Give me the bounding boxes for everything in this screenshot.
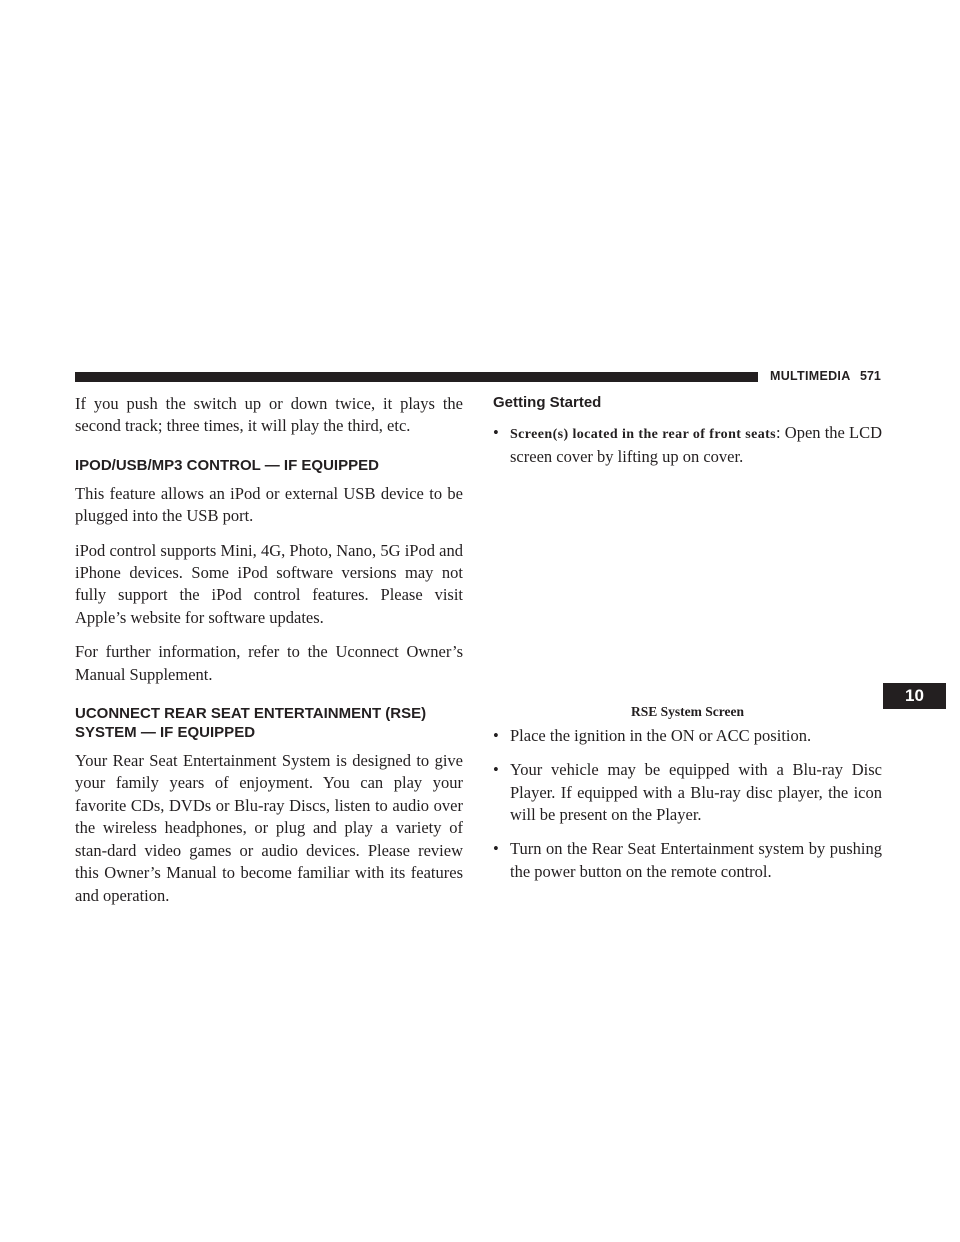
ipod-paragraph-2: iPod control supports Mini, 4G, Photo, Nano, 5G iPod and iPhone devices. Some iPod software versions may not fully support the iPod control features. Please visit Apple’s website for software updates. — [75, 540, 463, 627]
bullet-icon: • — [493, 839, 499, 859]
left-column — [75, 393, 463, 919]
intro-paragraph: If you push the switch up or down twice, it plays the second track; three times, it will play the third, etc. — [75, 394, 463, 436]
rse-heading-line-2: SYSTEM — IF EQUIPPED — [75, 724, 256, 742]
list-item — [493, 759, 882, 826]
list-item — [493, 838, 882, 883]
rse-paragraph: Your Rear Seat Entertainment System is designed to give your family years of enjoyment. You can play your favorite CDs, DVDs or Blu-ray Discs, listen to audio over the wireless headphones, or plug and play a variety of stan-dard video games or audio devices. Please review this Owner’s Manual to become familiar with its features and operation. — [75, 751, 463, 905]
rse-section-heading — [75, 704, 463, 742]
chapter-tab: 10 — [883, 683, 946, 709]
ipod-paragraph-3: For further information, refer to the Uconnect Owner’s Manual Supplement. — [75, 642, 463, 684]
ipod-section-heading: IPOD/USB/MP3 CONTROL — IF EQUIPPED — [75, 456, 379, 474]
getting-started-heading: Getting Started — [493, 394, 602, 411]
figure-caption: RSE System Screen — [631, 703, 744, 719]
bullet-icon: • — [493, 760, 499, 780]
ipod-paragraph-1: This feature allows an iPod or external USB device to be plugged into the USB port. — [75, 483, 463, 526]
page-number: 571 — [860, 369, 881, 383]
bullet-icon: • — [493, 725, 499, 745]
figure-area — [493, 481, 882, 703]
bullet-icon: • — [493, 423, 499, 442]
list-item — [493, 725, 882, 747]
right-column — [493, 393, 882, 895]
bullet-text: : Open the LCD screen cover by lifting up on cover. — [510, 423, 883, 467]
header-rule — [75, 372, 758, 382]
running-header-section: MULTIMEDIA — [770, 369, 851, 383]
bullet-text: Your vehicle may be equipped with a Blu-ray Disc Player. If equipped with a Blu-ray disc player, the icon will be present on the Player. — [510, 760, 882, 825]
bullet-term: Screen(s) located in the rear of front seats — [510, 427, 777, 442]
rse-heading-line-1: UCONNECT REAR SEAT ENTERTAINMENT (RSE) — [75, 705, 427, 723]
bullet-text: Place the ignition in the ON or ACC position. — [510, 725, 812, 745]
bullet-text: Turn on the Rear Seat Entertainment system by pushing the power button on the remote control. — [510, 839, 882, 881]
list-item — [493, 422, 882, 469]
